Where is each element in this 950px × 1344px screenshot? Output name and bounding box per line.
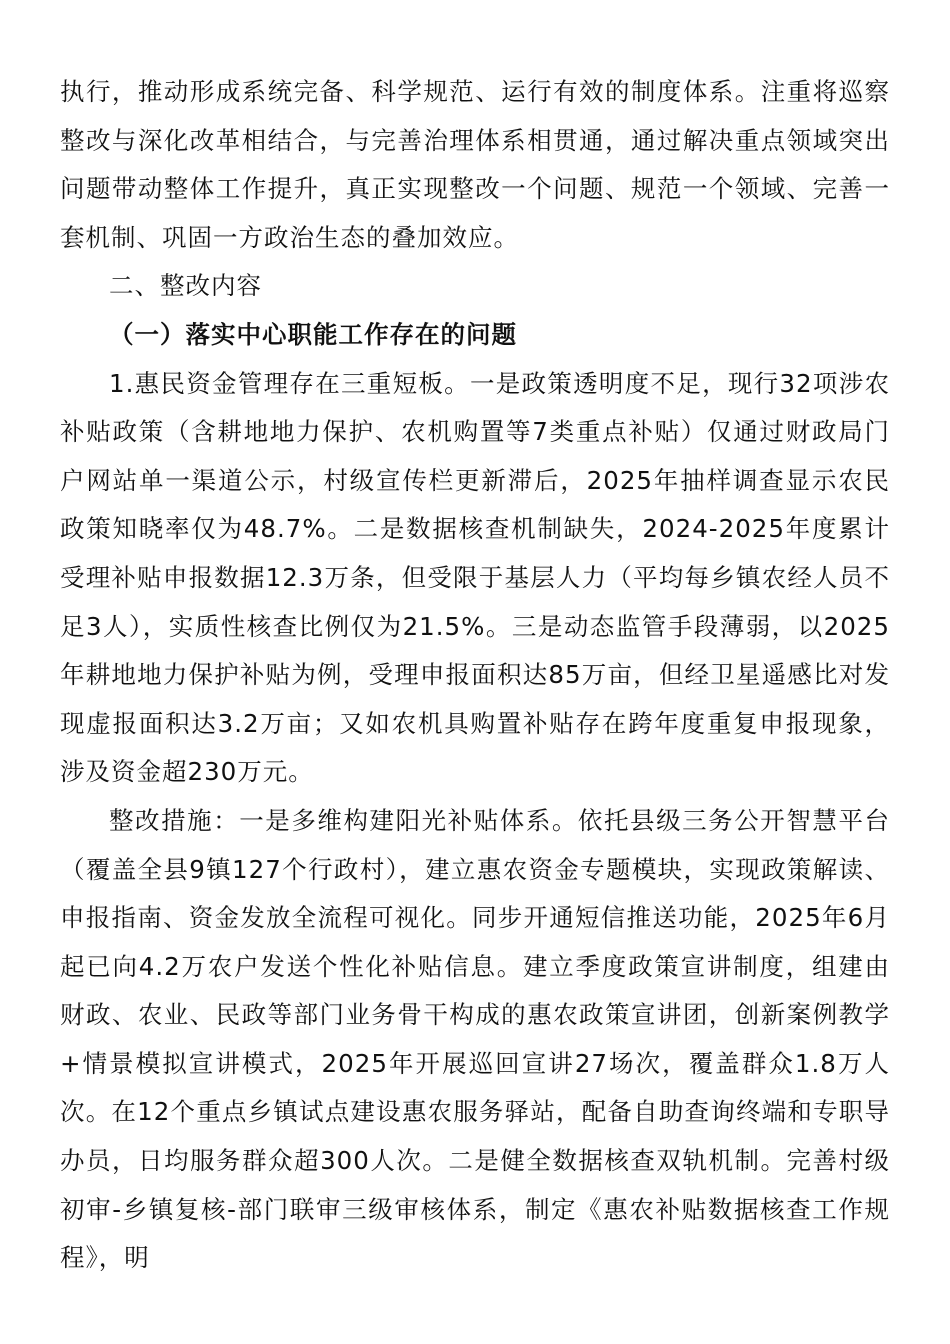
document-page [60, 68, 890, 1283]
section-heading: 二、整改内容 [109, 271, 262, 301]
problem-paragraph: 1.惠民资金管理存在三重短板。一是政策透明度不足，现行32项涉农补贴政策（含耕地地力保护、农机购置等7类重点补贴）仅通过财政局门户网站单一渠道公示，村级宣传栏更新滞后，2025年抽样调查显示农民政策知晓率仅为48.7%。二是数据核查机制缺失，2024-2025年度累计受理补贴申报数据12.3万条，但受限于基层人力（平均每乡镇农经人员不足3人），实质性核查比例仅为21.5%。三是动态监管手段薄弱，以2025年耕地地力保护补贴为例，受理申报面积达85万亩，但经卫星遥感比对发现虚报面积达3.2万亩；又如农机具购置补贴存在跨年度重复申报现象，涉及资金超230万元。 [60, 368, 890, 787]
paragraph-continuation: 执行，推动形成系统完备、科学规范、运行有效的制度体系。注重将巡察整改与深化改革相结合，与完善治理体系相贯通，通过解决重点领域突出问题带动整体工作提升，真正实现整改一个问题、规范一个领域、完善一套机制、巩固一方政治生态的叠加效应。 [60, 77, 890, 252]
subsection-heading: （一）落实中心职能工作存在的问题 [109, 319, 517, 349]
measures-paragraph: 整改措施：一是多维构建阳光补贴体系。依托县级三务公开智慧平台（覆盖全县9镇127个行政村），建立惠农资金专题模块，实现政策解读、申报指南、资金发放全流程可视化。同步开通短信推送功能，2025年6月起已向4.2万农户发送个性化补贴信息。建立季度政策宣讲制度，组建由财政、农业、民政等部门业务骨干构成的惠农政策宣讲团，创新案例教学+情景模拟宣讲模式，2025年开展巡回宣讲27场次，覆盖群众1.8万人次。在12个重点乡镇试点建设惠农服务驿站，配备自助查询终端和专职导办员，日均服务群众超300人次。二是健全数据核查双轨机制。完善村级初审-乡镇复核-部门联审三级审核体系，制定《惠农补贴数据核查工作规程》，明 [60, 805, 890, 1273]
